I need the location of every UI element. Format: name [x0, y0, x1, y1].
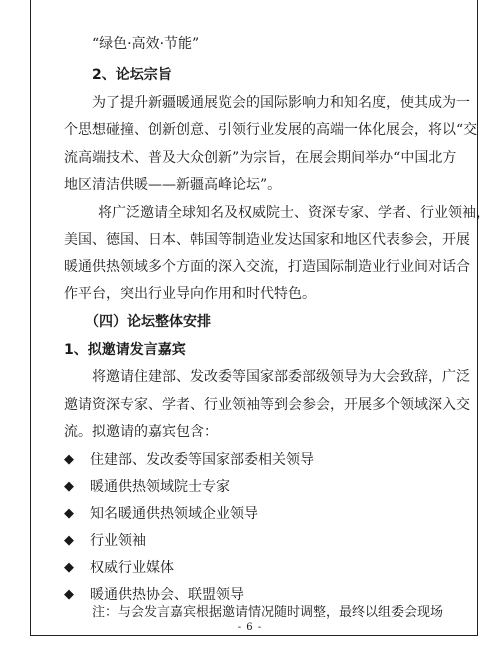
diamond-bullet-icon: ◆	[64, 506, 74, 521]
page-number: - 6 -	[237, 622, 263, 633]
subheading-invited-speakers: 1、拟邀请发言嘉宾	[64, 342, 186, 358]
paragraph-line: 地区清洁供暖——新疆高峰论坛”。	[64, 177, 282, 193]
section-heading-forum-arrangement: （四）论坛整体安排	[85, 314, 211, 330]
slogan-line: “绿色·高效·节能”	[92, 36, 200, 52]
diamond-bullet-icon: ◆	[64, 452, 74, 467]
list-item: 住建部、发改委等国家部委相关领导	[90, 452, 314, 468]
paragraph-line: 作平台，突出行业导向作用和时代特色。	[64, 286, 316, 302]
diamond-bullet-icon: ◆	[64, 479, 74, 494]
note-line: 注：与会发言嘉宾根据邀请情况随时调整，最终以组委会现场	[92, 605, 444, 620]
paragraph-line: 暖通供热领域多个方面的深入交流，打造国际制造业行业间对话合	[64, 259, 470, 275]
paragraph-line: 个思想碰撞、创新创意、引领行业发展的高端一体化展会，将以“交	[64, 122, 478, 138]
list-item: 暖通供热协会、联盟领导	[90, 587, 244, 603]
list-item: 暖通供热领域院士专家	[90, 479, 230, 495]
paragraph-line: 美国、德国、日本、韩国等制造业发达国家和地区代表参会，开展	[64, 232, 470, 248]
section-heading-forum-purpose: 2、论坛宗旨	[92, 67, 172, 83]
paragraph-line: 邀请资深专家、学者、行业领袖等到会参会，开展多个领域深入交	[64, 397, 470, 413]
list-item: 知名暖通供热领域企业领导	[90, 506, 258, 522]
diamond-bullet-icon: ◆	[64, 587, 74, 602]
paragraph-line: 流高端技术、普及大众创新”为宗旨，在展会期间举办“中国北方	[64, 150, 457, 166]
list-item: 权威行业媒体	[90, 560, 174, 576]
list-item: 行业领袖	[90, 533, 146, 549]
diamond-bullet-icon: ◆	[64, 533, 74, 548]
paragraph-line: 为了提升新疆暖通展览会的国际影响力和知名度，使其成为一	[92, 95, 470, 111]
diamond-bullet-icon: ◆	[64, 560, 74, 575]
paragraph-line: 将邀请住建部、发改委等国家部委部级领导为大会致辞，广泛	[92, 369, 470, 385]
paragraph-line: 将广泛邀请全球知名及权威院士、资深专家、学者、行业领袖，	[98, 205, 490, 221]
paragraph-line: 流。拟邀请的嘉宾包含：	[64, 424, 218, 440]
